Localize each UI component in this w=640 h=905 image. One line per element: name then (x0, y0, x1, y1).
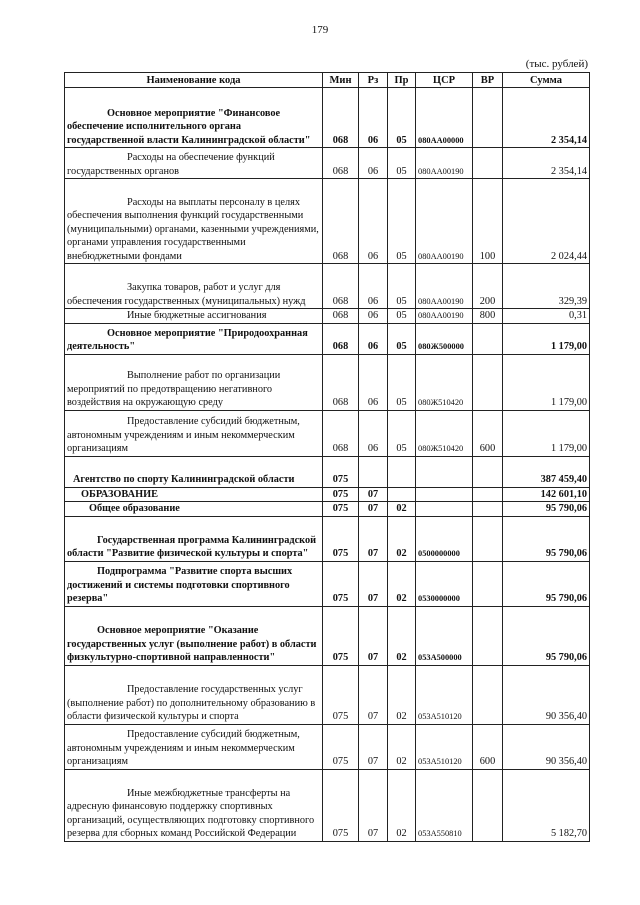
row-vr (473, 323, 503, 354)
row-pr: 02 (388, 665, 416, 724)
row-name: Основное мероприятие "Природоохранная деятельность" (65, 323, 323, 354)
row-vr (473, 516, 503, 561)
row-csr (416, 487, 473, 502)
row-rz: 06 (359, 309, 388, 324)
row-rz: 06 (359, 148, 388, 179)
row-csr: 080АА00190 (416, 148, 473, 179)
row-csr: 080АА00190 (416, 309, 473, 324)
table-header-row (65, 73, 590, 88)
row-name: Основное мероприятие "Оказание государственных услуг (выполнение работ) в области физкультурно-спортивной направленности" (65, 606, 323, 665)
table-row (65, 561, 590, 606)
row-name: Закупка товаров, работ и услуг для обеспечения государственных (муниципальных) нужд (65, 264, 323, 309)
row-csr: 080Ж510420 (416, 410, 473, 456)
row-sum: 329,39 (503, 264, 590, 309)
table-row (65, 410, 590, 456)
row-sum: 90 356,40 (503, 665, 590, 724)
table-row (65, 148, 590, 179)
row-rz (359, 456, 388, 487)
row-csr: 053А510120 (416, 724, 473, 769)
row-csr: 080Ж510420 (416, 354, 473, 410)
table-row (65, 264, 590, 309)
row-min: 075 (323, 487, 359, 502)
row-name: Иные межбюджетные трансферты на адресную финансовую поддержку спортивных организаций, осуществляющих подготовку спортивного резерва для сборных команд Российской Федерации (65, 769, 323, 841)
row-min: 068 (323, 179, 359, 264)
table-row (65, 769, 590, 841)
row-pr: 05 (388, 410, 416, 456)
row-csr (416, 502, 473, 517)
table-row (65, 179, 590, 264)
row-csr: 053А550810 (416, 769, 473, 841)
row-pr: 05 (388, 264, 416, 309)
row-min: 075 (323, 456, 359, 487)
table-row (65, 606, 590, 665)
table-row (65, 354, 590, 410)
row-sum: 0,31 (503, 309, 590, 324)
table-row (65, 323, 590, 354)
row-name: Выполнение работ по организации мероприятий по предотвращению негативного воздействия на окружающую среду (65, 354, 323, 410)
table-row (65, 88, 590, 148)
row-vr (473, 561, 503, 606)
row-rz: 07 (359, 561, 388, 606)
row-name: Государственная программа Калининградской области "Развитие физической культуры и спорта" (65, 516, 323, 561)
row-vr (473, 769, 503, 841)
row-min: 068 (323, 354, 359, 410)
row-sum: 90 356,40 (503, 724, 590, 769)
row-name: Расходы на выплаты персоналу в целях обеспечения выполнения функций государственными (муниципальными) органами, казенными учреждениями, органами управления государственными внебюджетными фондами (65, 179, 323, 264)
row-sum: 1 179,00 (503, 410, 590, 456)
row-min: 068 (323, 323, 359, 354)
row-sum: 95 790,06 (503, 561, 590, 606)
row-vr (473, 88, 503, 148)
header-pr: Пр (388, 73, 416, 88)
row-csr: 080Ж500000 (416, 323, 473, 354)
row-pr: 02 (388, 769, 416, 841)
row-sum: 2 354,14 (503, 88, 590, 148)
row-csr: 053А510120 (416, 665, 473, 724)
row-name: ОБРАЗОВАНИЕ (65, 487, 323, 502)
row-name: Предоставление государственных услуг (выполнение работ) по дополнительному образованию в области физической культуры и спорта (65, 665, 323, 724)
row-rz: 07 (359, 724, 388, 769)
row-sum: 2 024,44 (503, 179, 590, 264)
row-sum: 1 179,00 (503, 323, 590, 354)
row-sum: 95 790,06 (503, 502, 590, 517)
row-sum: 5 182,70 (503, 769, 590, 841)
table-row (65, 487, 590, 502)
row-pr: 02 (388, 561, 416, 606)
row-min: 075 (323, 502, 359, 517)
row-csr: 0500000000 (416, 516, 473, 561)
header-min: Мин (323, 73, 359, 88)
row-min: 075 (323, 561, 359, 606)
row-min: 068 (323, 88, 359, 148)
row-csr (416, 456, 473, 487)
row-name: Основное мероприятие "Финансовое обеспечение исполнительного органа государственной власти Калининградской области" (65, 88, 323, 148)
row-min: 068 (323, 264, 359, 309)
row-sum: 142 601,10 (503, 487, 590, 502)
row-min: 068 (323, 410, 359, 456)
row-pr: 02 (388, 516, 416, 561)
row-min: 075 (323, 724, 359, 769)
row-vr: 200 (473, 264, 503, 309)
table-row (65, 516, 590, 561)
header-rz: Рз (359, 73, 388, 88)
table-row (65, 456, 590, 487)
row-rz: 06 (359, 88, 388, 148)
table-row (65, 724, 590, 769)
row-pr: 02 (388, 724, 416, 769)
row-sum: 387 459,40 (503, 456, 590, 487)
row-vr: 600 (473, 724, 503, 769)
row-pr: 02 (388, 502, 416, 517)
row-min: 068 (323, 148, 359, 179)
row-min: 075 (323, 665, 359, 724)
row-rz: 07 (359, 487, 388, 502)
row-rz: 06 (359, 323, 388, 354)
row-name: Агентство по спорту Калининградской области (65, 456, 323, 487)
row-sum: 2 354,14 (503, 148, 590, 179)
row-min: 068 (323, 309, 359, 324)
row-name: Расходы на обеспечение функций государственных органов (65, 148, 323, 179)
row-sum: 95 790,06 (503, 606, 590, 665)
row-vr (473, 456, 503, 487)
row-min: 075 (323, 769, 359, 841)
table-row (65, 502, 590, 517)
header-csr: ЦСР (416, 73, 473, 88)
header-vr: ВР (473, 73, 503, 88)
row-vr (473, 502, 503, 517)
row-vr (473, 487, 503, 502)
row-min: 075 (323, 606, 359, 665)
row-vr (473, 665, 503, 724)
budget-table (64, 72, 590, 842)
row-csr: 080АА00190 (416, 264, 473, 309)
row-min: 075 (323, 516, 359, 561)
row-rz: 06 (359, 410, 388, 456)
row-pr: 05 (388, 354, 416, 410)
row-name: Иные бюджетные ассигнования (65, 309, 323, 324)
row-sum: 1 179,00 (503, 354, 590, 410)
row-pr: 05 (388, 309, 416, 324)
row-vr: 800 (473, 309, 503, 324)
row-name: Предоставление субсидий бюджетным, автономным учреждениям и иным некоммерческим организациям (65, 410, 323, 456)
row-pr: 05 (388, 88, 416, 148)
row-vr: 600 (473, 410, 503, 456)
row-csr: 080АА00190 (416, 179, 473, 264)
row-rz: 07 (359, 606, 388, 665)
row-name: Общее образование (65, 502, 323, 517)
row-vr: 100 (473, 179, 503, 264)
row-pr: 05 (388, 323, 416, 354)
row-rz: 06 (359, 264, 388, 309)
row-rz: 07 (359, 502, 388, 517)
table-row (65, 309, 590, 324)
page-number: 179 (311, 24, 329, 36)
row-rz: 07 (359, 516, 388, 561)
row-pr: 05 (388, 179, 416, 264)
row-vr (473, 148, 503, 179)
row-rz: 06 (359, 179, 388, 264)
row-sum: 95 790,06 (503, 516, 590, 561)
row-csr: 053А500000 (416, 606, 473, 665)
header-name: Наименование кода (65, 73, 323, 88)
row-rz: 07 (359, 665, 388, 724)
units-label: (тыс. рублей) (525, 58, 588, 70)
row-pr (388, 456, 416, 487)
row-pr (388, 487, 416, 502)
row-pr: 05 (388, 148, 416, 179)
header-sum: Сумма (503, 73, 590, 88)
row-csr: 080АА00000 (416, 88, 473, 148)
row-rz: 06 (359, 354, 388, 410)
row-vr (473, 606, 503, 665)
row-pr: 02 (388, 606, 416, 665)
row-rz: 07 (359, 769, 388, 841)
row-vr (473, 354, 503, 410)
row-name: Предоставление субсидий бюджетным, автономным учреждениям и иным некоммерческим организациям (65, 724, 323, 769)
row-csr: 0530000000 (416, 561, 473, 606)
table-row (65, 665, 590, 724)
row-name: Подпрограмма "Развитие спорта высших достижений и системы подготовки спортивного резерва" (65, 561, 323, 606)
